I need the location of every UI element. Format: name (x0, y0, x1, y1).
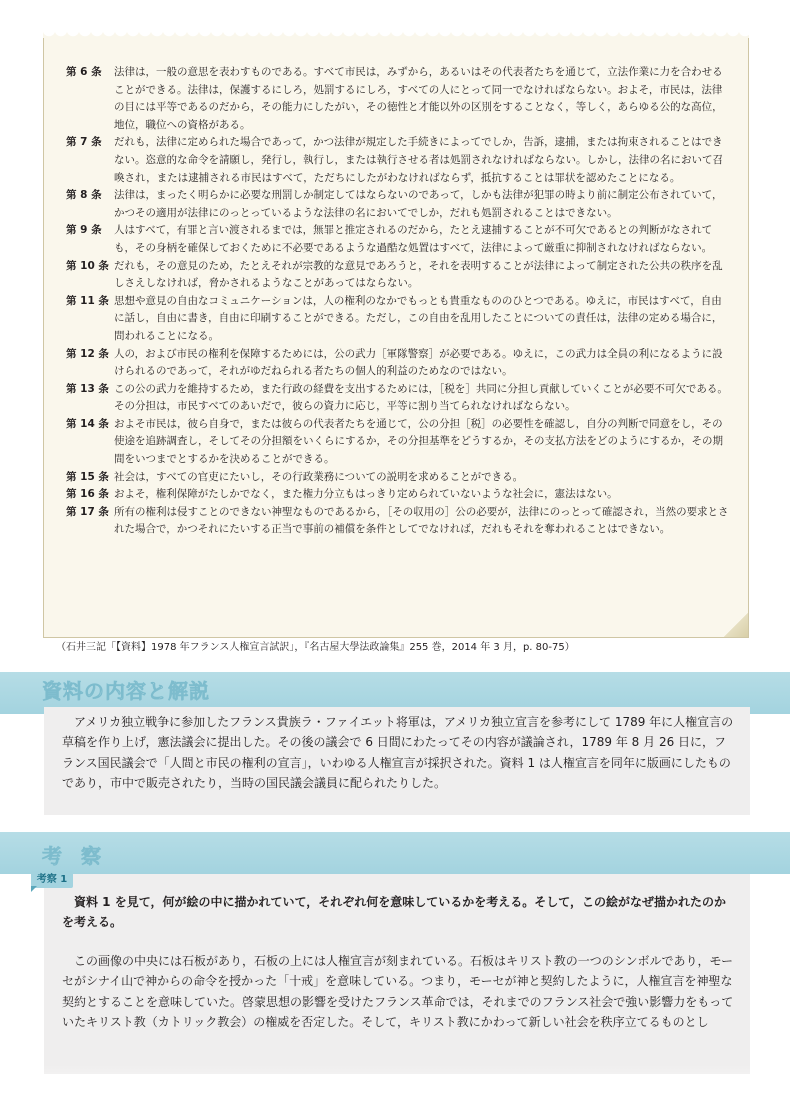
explanation-panel (44, 707, 750, 815)
article-text: 所有の権利は侵すことのできない神聖なものであるから，［その収用の］公の必要が，法律にのっとって確認され，当然の要求とされた場合で，かつそれにたいする正当で事前の補償を条件としてでなければ，だれもそれを奪われることはできない。 (114, 505, 729, 536)
article-text: 人の，および市民の権利を保障するためには，公の武力［軍隊警察］が必要である。ゆえに，この武力は全員の利になるように設けられるのであって，それがゆだねられる者たちの個人的利益のためなのではない。 (114, 347, 723, 378)
article-number: 第 10 条 (66, 259, 109, 272)
article-number: 第 15 条 (66, 470, 109, 483)
article-number: 第 17 条 (66, 505, 109, 518)
answer-text: この画像の中央には石板があり，石板の上には人権宣言が刻まれている。石板はキリスト教の一つのシンボルであり，モーセがシナイ山で神からの命令を授かった「十戒」を意味している。つまり，モーセが神と契約したように，人権宣言を神聖な契約とすることを意味していた。啓蒙思想の影響を受けたフランス革命では，それまでのフランス社会で強い影響力をもっていたキリスト教（カトリック教会）の権威を否定した。そして，キリスト教にかわって新しい社会を秩序立てるものとし (62, 953, 734, 1030)
article-text: 法律は，まったく明らかに必要な刑罰しか制定してはならないのであって，しかも法律が犯罪の時より前に制定公布されていて，かつその適用が法律にのっとっているような法律の名においてでしか，だれも処罰されることはできない。 (114, 189, 723, 219)
bottom-fade (0, 1064, 790, 1116)
article-number: 第 8 条 (66, 189, 102, 202)
article-number: 第 14 条 (66, 417, 109, 430)
article-row (66, 222, 730, 257)
article-text: 社会は，すべての官吏にたいし，その行政業務についての説明を求めることができる。 (114, 470, 524, 483)
page-curl (724, 613, 748, 637)
article-text: 思想や意見の自由なコミュニケーションは，人の権利のなかでもっとも貴重なもののひとつである。ゆえに，市民はすべて，自由に話し，自由に書き，自由に印刷することができる。ただし，この自由を乱用したことについての責任は，法律の定める場合に，問われることになる。 (114, 294, 723, 342)
article-row (66, 486, 730, 504)
article-number: 第 6 条 (66, 66, 102, 78)
article-row (66, 416, 730, 469)
article-number: 第 7 条 (66, 136, 102, 149)
article-row (66, 64, 730, 134)
article-number: 第 13 条 (66, 382, 109, 395)
tag-tail (31, 886, 37, 892)
article-number: 第 12 条 (66, 347, 109, 360)
article-row (66, 293, 730, 346)
question-text: 資料 1 を見て，何が絵の中に描かれていて，それぞれ何を意味しているかを考える。そして，この絵がなぜ描かれたのかを考える。 (62, 895, 726, 930)
articles-list (66, 64, 730, 539)
article-row (66, 134, 730, 187)
source-citation: （石井三記「【資料】1978 年フランス人権宣言試訳」，『名古屋大學法政論集』255 巻，2014 年 3 月，p. 80-75） (56, 642, 575, 653)
article-row (66, 187, 730, 222)
article-row (66, 346, 730, 381)
article-number: 第 16 条 (66, 488, 109, 501)
consideration-panel (44, 874, 750, 1074)
article-number: 第 11 条 (66, 294, 109, 307)
article-text: 人はすべて，有罪と言い渡されるまでは，無罪と推定されるのだから，たとえ逮捕することが不可欠であるとの判断がなされても，その身柄を確保しておくために不必要であるような過酷な処置はすべて，法律によって厳重に抑制されなければならない。 (114, 224, 713, 254)
article-text: だれも，法律に定められた場合であって，かつ法律が規定した手続きによってでしか，告訴，逮捕，または拘束されることはできない。恣意的な命令を請願し，発行し，執行し，または執行させる者は処罰されなければならない。しかし，法律の名において召喚され，または逮捕される市民はすべて，ただちにしたがわなければならず，抵抗することは罪状を認めたことになる。 (114, 136, 723, 184)
article-text: だれも，その意見のため，たとえそれが宗教的な意見であろうと，それを表明することが法律によって制定された公共の秩序を乱しさえしなければ，脅かされるようなことがあってはならない。 (114, 259, 723, 290)
article-row (66, 258, 730, 293)
consideration-tag: 考察 1 (31, 871, 73, 888)
section-header-band-2 (0, 832, 790, 874)
article-text: 法律は，一般の意思を表わすものである。すべて市民は，みずから，あるいはその代表者たちを通じて，立法作業に力を合わせることができる。法律は，保護するにしろ，処罰するにしろ，すべての人にとって同一でなければならない。およそ，市民は，法律の目には平等であるのだから，その能力にしたがい，その徳性と才能以外の区別をすることなく，等しく，あらゆる公的な高位，地位，職位への資格がある。 (114, 66, 723, 131)
article-row (66, 381, 730, 416)
explanation-text: アメリカ独立戦争に参加したフランス貴族ラ・ファイエット将軍は，アメリカ独立宣言を参考にして 1789 年に人権宣言の草稿を作り上げ，憲法議会に提出した。その後の議会で 6 日間にわたってその内容が議論され，1789 年 8 月 26 日に，フランス国民議会で「人間と市民の権利の宣言」，いわゆる人権宣言が採択された。資料 1 は人権宣言を同年に版画にしたものであり，市中で販売されたり，当時の国民議会議員に配られたりした。 (62, 715, 734, 791)
article-number: 第 9 条 (66, 224, 102, 237)
article-row (66, 504, 730, 539)
article-text: およそ市民は，彼ら自身で，または彼らの代表者たちを通じて，公の分担［税］の必要性を確認し，自分の判断で同意をし，その使途を追跡調査し，そしてその分担額をいくらにするか，その分担基準をどうするか，その支払方法をどのようにするか，その期間をいつまでとするかを決めることができる。 (114, 417, 723, 466)
document-sheet (43, 38, 749, 638)
section-title: 資料の内容と解説 (42, 679, 210, 703)
article-text: この公の武力を維持するため，また行政の経費を支出するためには，［税を］共同に分担し貢献していくことが必要不可欠である。その分担は，市民すべてのあいだで，彼らの資力に応じ，平等に割り当てられなければならない。 (114, 382, 728, 413)
article-row (66, 469, 730, 487)
article-text: およそ，権利保障がたしかでなく，また権力分立もはっきり定められていないような社会に，憲法はない。 (114, 488, 618, 501)
section-title-2: 考 察 (42, 844, 107, 868)
